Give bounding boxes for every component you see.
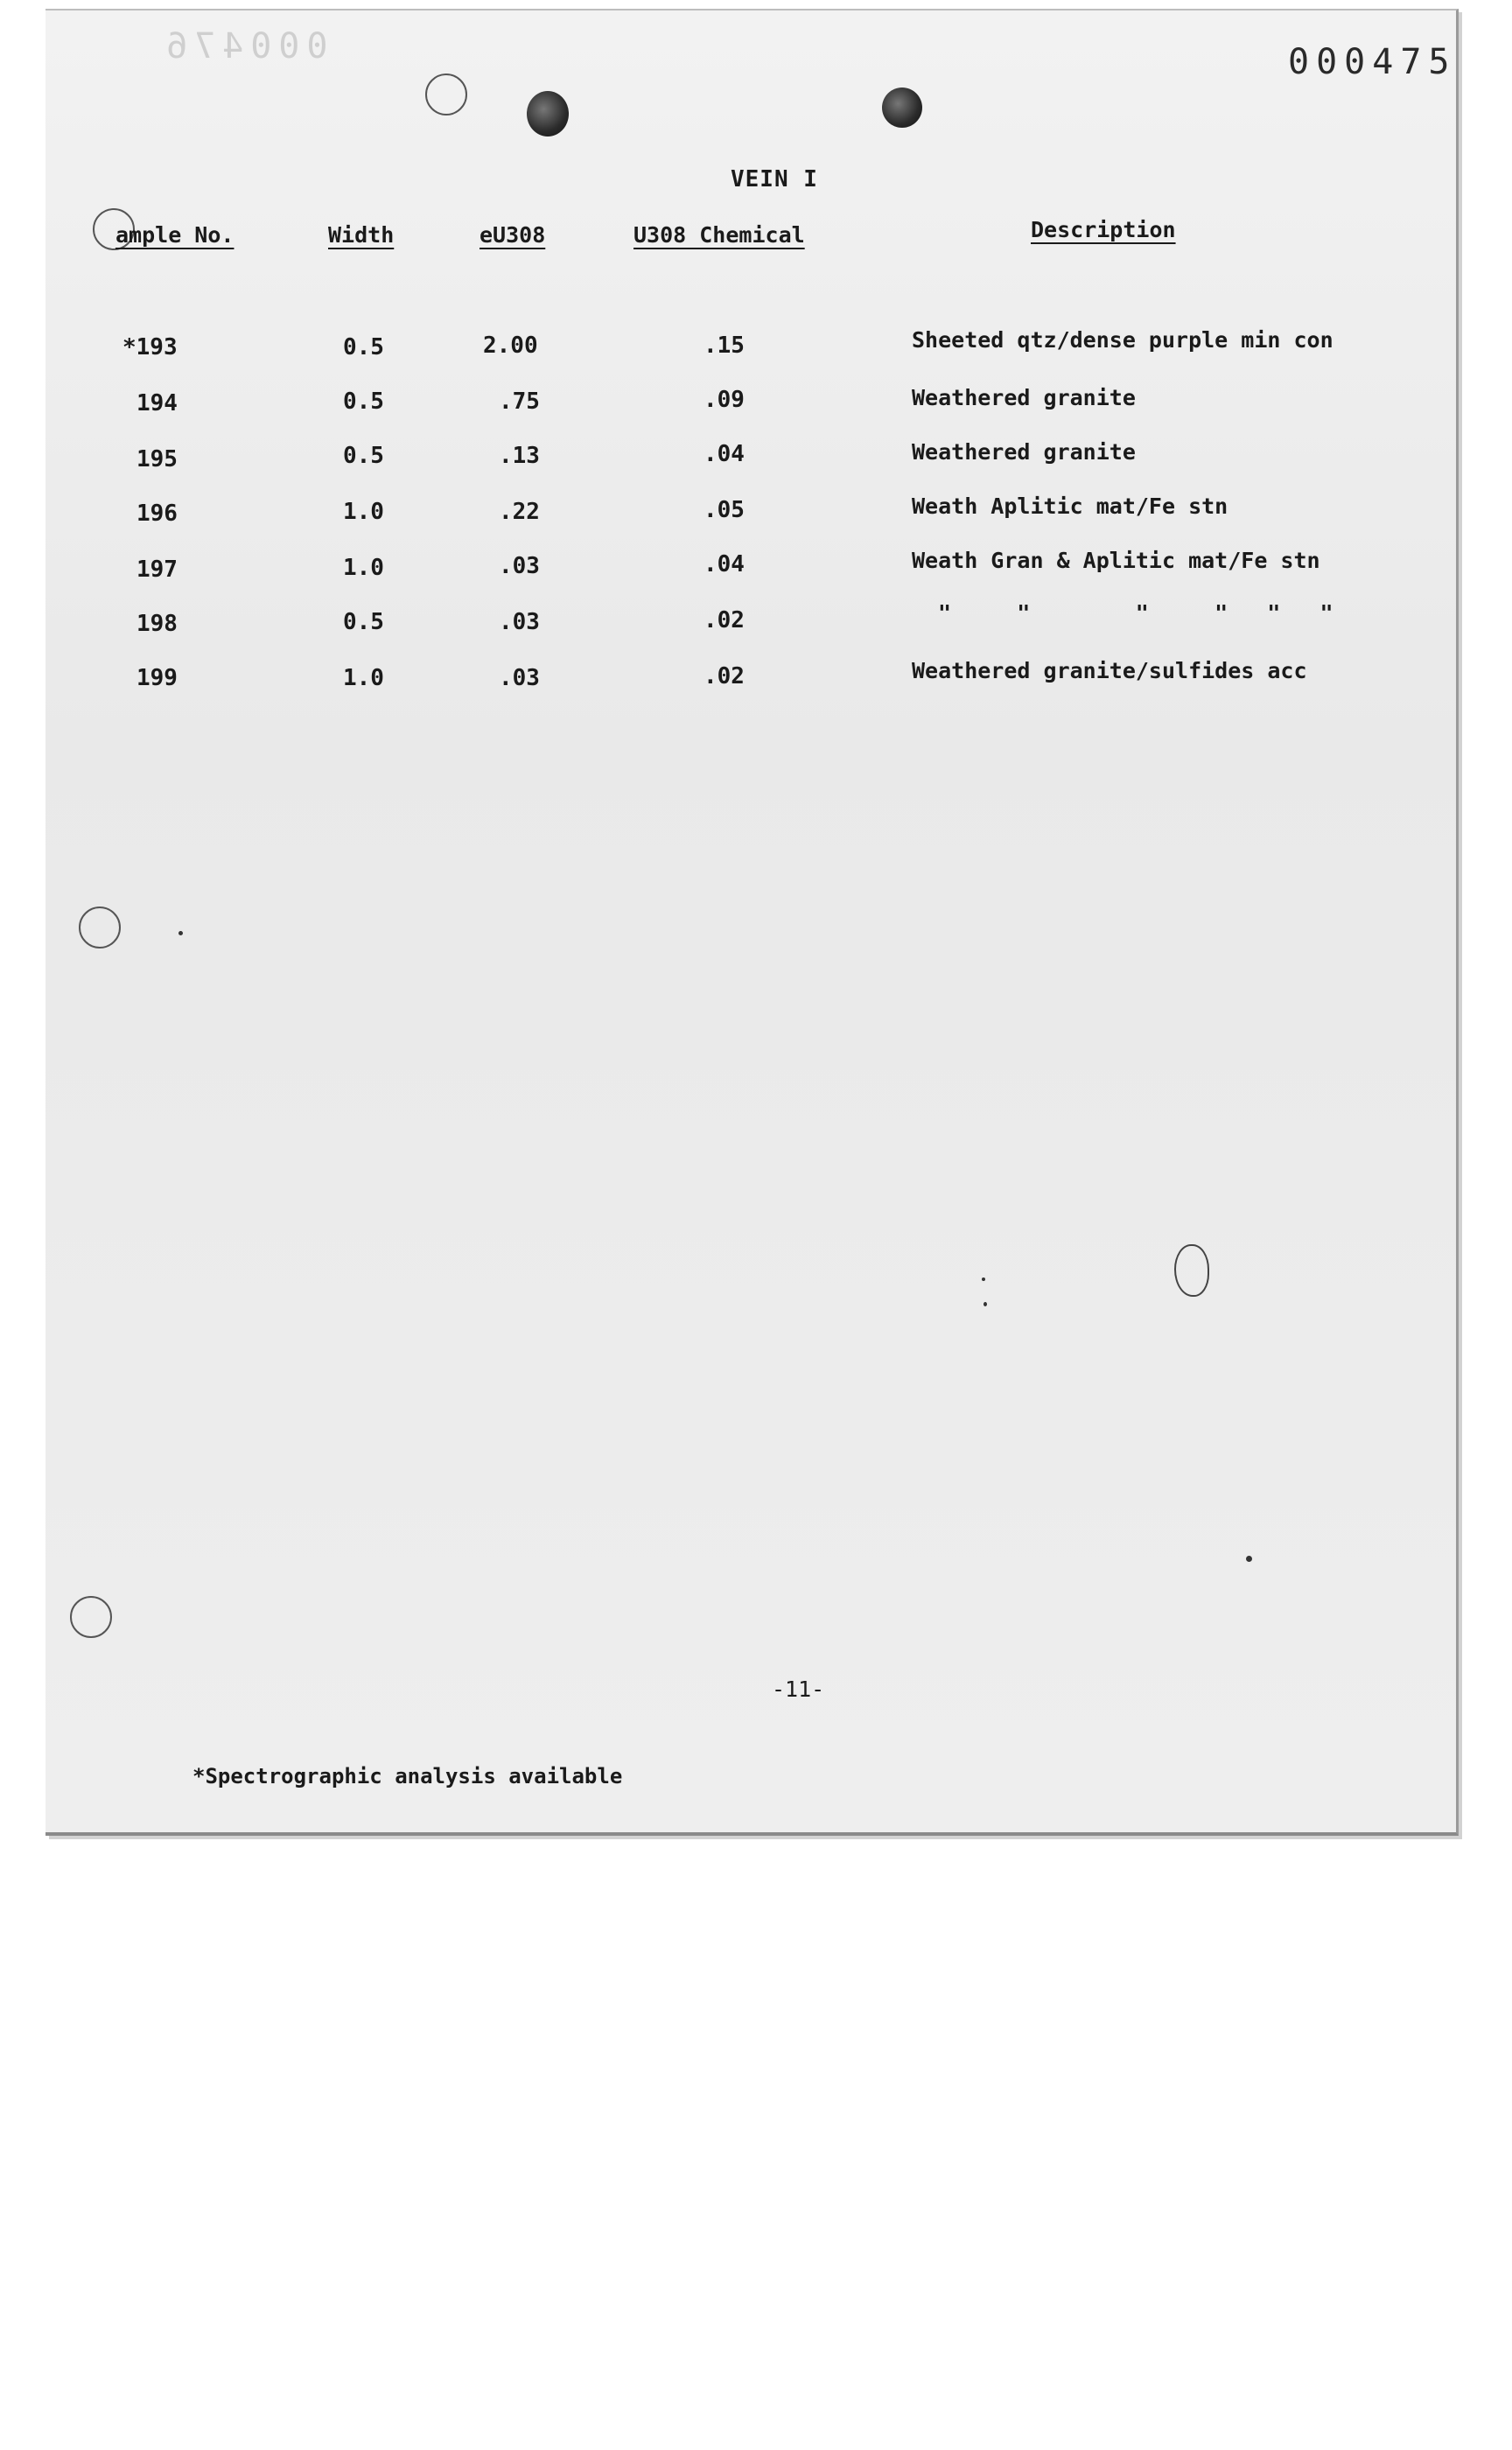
cell-chem: .02 [704, 663, 745, 690]
speck-mark [1246, 1556, 1252, 1562]
doc-number: 000475 [1288, 42, 1457, 82]
cell-eu308: .13 [499, 443, 540, 469]
cell-description: Weath Gran & Aplitic mat/Fe stn [912, 548, 1320, 573]
cell-sample: 198 [136, 611, 178, 637]
col-header-eu308: eU308 [480, 222, 546, 248]
cell-description: " " " " " " [938, 600, 1334, 626]
col-header-u308-chemical: U308 Chemical [634, 222, 805, 248]
cell-description: Sheeted qtz/dense purple min con [912, 327, 1334, 353]
cell-width: 1.0 [343, 555, 384, 581]
cell-description: Weathered granite [912, 439, 1136, 465]
cell-sample: 197 [136, 556, 178, 583]
speck-mark [984, 1302, 987, 1306]
cell-description: Weath Aplitic mat/Fe stn [912, 494, 1228, 519]
document-page [46, 9, 1459, 1836]
cell-eu308: .03 [499, 665, 540, 691]
cell-eu308: .22 [499, 499, 540, 525]
cell-chem: .04 [704, 441, 745, 467]
cell-sample: 196 [136, 500, 178, 527]
ink-blot [1174, 1244, 1209, 1297]
footnote: *Spectrographic analysis available [192, 1764, 623, 1788]
cell-eu308: 2.00 [483, 332, 538, 359]
cell-eu308: .03 [499, 609, 540, 635]
cell-eu308: .03 [499, 553, 540, 579]
cell-width: 1.0 [343, 499, 384, 525]
cell-width: 0.5 [343, 443, 384, 469]
cell-width: 0.5 [343, 609, 384, 635]
cell-chem: .02 [704, 607, 745, 634]
faint-doc-number: 000476 [159, 26, 328, 66]
cell-width: 1.0 [343, 665, 384, 691]
page-title: VEIN I [731, 166, 818, 192]
punch-hole-outline-top [425, 74, 467, 116]
cell-description: Weathered granite/sulfides acc [912, 658, 1307, 683]
punch-hole-top-right [882, 88, 922, 128]
punch-hole-left-3 [70, 1596, 112, 1638]
cell-sample: *193 [122, 334, 178, 360]
col-header-description: Description [1031, 217, 1176, 242]
cell-sample: 199 [136, 665, 178, 691]
page-number: -11- [772, 1676, 825, 1702]
cell-sample: 194 [136, 390, 178, 416]
speck-mark [178, 931, 183, 935]
page-background [46, 10, 1456, 1832]
speck-mark [982, 1278, 985, 1281]
cell-width: 0.5 [343, 334, 384, 360]
cell-chem: .09 [704, 387, 745, 413]
cell-chem: .15 [704, 332, 745, 359]
cell-width: 0.5 [343, 388, 384, 415]
col-header-sample: ample No. [116, 222, 234, 248]
cell-description: Weathered granite [912, 385, 1136, 410]
cell-sample: 195 [136, 446, 178, 472]
cell-chem: .04 [704, 551, 745, 578]
punch-hole-top-left [527, 91, 569, 136]
cell-chem: .05 [704, 497, 745, 523]
col-header-width: Width [328, 222, 395, 248]
punch-hole-left-2 [79, 906, 121, 948]
cell-eu308: .75 [499, 388, 540, 415]
